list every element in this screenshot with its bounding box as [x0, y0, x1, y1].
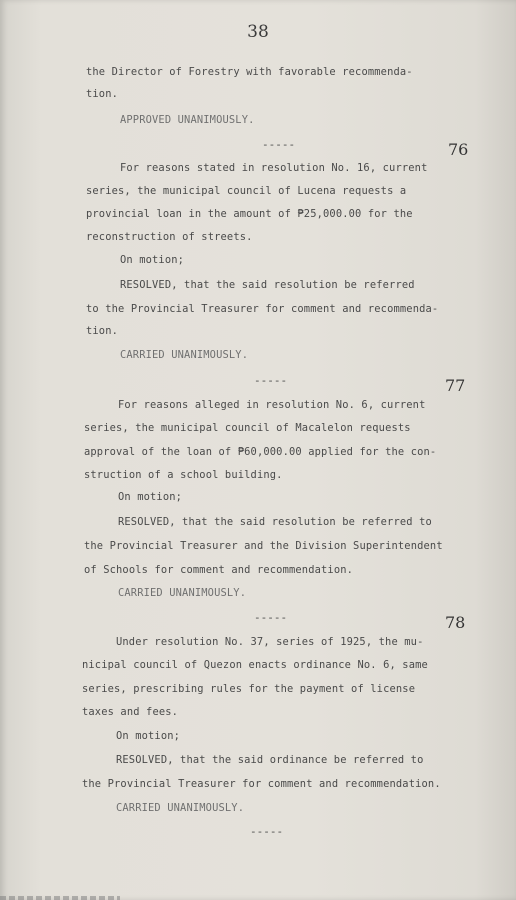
resolution-number: 78	[445, 613, 466, 632]
text-line: RESOLVED, that the said resolution be referred	[120, 279, 415, 291]
text-line: RESOLVED, that the said ordinance be referred to	[116, 754, 424, 766]
carried-unanimously: CARRIED UNANIMOUSLY.	[118, 587, 247, 599]
text-line: On motion;	[120, 254, 185, 266]
text-line: nicipal council of Quezon enacts ordinance No. 6, same	[82, 659, 428, 671]
text-line: series, the municipal council of Lucena requests a	[86, 185, 407, 197]
end-separator: -----	[250, 825, 284, 838]
text-line: RESOLVED, that the said resolution be referred to	[118, 516, 432, 528]
text-line: reconstruction of streets.	[86, 231, 253, 243]
text-line: the Provincial Treasurer and the Division Superintendent	[84, 540, 443, 552]
separator: -----	[262, 138, 296, 151]
text-line: approval of the loan of ₱60,000.00 applied for the con-	[84, 446, 437, 458]
text-line: tion.	[86, 88, 119, 100]
separator: -----	[254, 374, 288, 387]
text-line: of Schools for comment and recommendation.	[84, 564, 354, 576]
text-line: tion.	[86, 325, 119, 337]
text-line: On motion;	[118, 491, 183, 503]
text-line: struction of a school building.	[84, 469, 283, 481]
text-line: series, prescribing rules for the payment of license	[82, 683, 416, 695]
text-line: Under resolution No. 37, series of 1925, the mu-	[116, 636, 424, 648]
text-line: the Director of Forestry with favorable recommenda-	[86, 66, 413, 78]
text-line: the Provincial Treasurer for comment and recommendation.	[82, 778, 441, 790]
approved-unanimously: APPROVED UNANIMOUSLY.	[120, 114, 255, 126]
carried-unanimously: CARRIED UNANIMOUSLY.	[116, 802, 245, 814]
footer-strip	[0, 896, 120, 900]
carried-unanimously: CARRIED UNANIMOUSLY.	[120, 349, 249, 361]
text-line: provincial loan in the amount of ₱25,000.00 for the	[86, 208, 413, 220]
separator: -----	[254, 611, 288, 624]
text-line: For reasons alleged in resolution No. 6, current	[118, 399, 426, 411]
resolution-number: 76	[448, 140, 469, 159]
text-line: to the Provincial Treasurer for comment and recommenda-	[86, 303, 439, 315]
text-line: On motion;	[116, 730, 181, 742]
text-line: For reasons stated in resolution No. 16, current	[120, 162, 428, 174]
resolution-number: 77	[445, 376, 466, 395]
text-line: taxes and fees.	[82, 706, 179, 718]
text-line: series, the municipal council of Macalelon requests	[84, 422, 411, 434]
page-number: 38	[247, 22, 269, 42]
